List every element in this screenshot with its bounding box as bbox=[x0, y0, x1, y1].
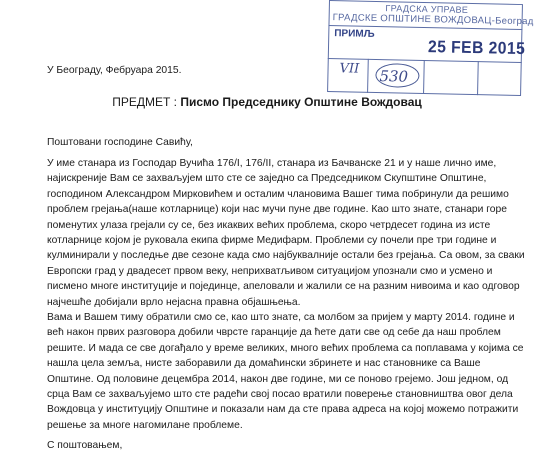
paragraph-line: нашла цела земља, нисте заборавили да домаћински збринете и нас становнике са Ваше bbox=[47, 358, 481, 370]
stamp-department-code: VII bbox=[339, 61, 360, 77]
stamp-authority-line: ГРАДСКА УПРАВЕ bbox=[385, 3, 469, 15]
subject-line bbox=[0, 95, 534, 109]
paragraph-line: проблем грејања(наше котларнице) који нас мучи пуне две године. Као што знате, станари горе bbox=[47, 204, 507, 216]
salutation: Поштовани господине Савићу, bbox=[47, 137, 193, 148]
subject-title: Писмо Председнику Општине Вождовац bbox=[180, 95, 422, 109]
registry-stamp bbox=[327, 0, 534, 96]
paragraph-line: решење за многе нагомилане проблеме. bbox=[47, 419, 243, 431]
paragraph-line: најискреније Вам се захваљујем што сте се заједно са Председником Скупштине Општине, bbox=[47, 173, 487, 185]
stamp-registry-number: 530 bbox=[379, 67, 409, 86]
paragraph-line: Општине. Од половине децембра 2014, након две године, ми се поново грејемо. Још једном, од bbox=[47, 373, 509, 385]
stamp-municipality-line: ГРАДСКЕ ОПШТИНЕ ВОЖДОВАЦ-Београд bbox=[332, 12, 534, 28]
paragraph-line: котларнице којом је руковала екипа фирме Медифарм. Проблеми су почели пре три године и bbox=[47, 235, 497, 247]
paragraph-line: поменутих улаза грејали су се, без икаквих већих проблема, скоро четрдесет година из исте bbox=[47, 219, 491, 231]
stamp-received-label: ПРИМЉ bbox=[334, 28, 375, 40]
subject-label: ПРЕДМЕТ : bbox=[112, 95, 177, 109]
paragraph-line: срца Вам се захваљујемо што сте радећи свој посао вратили поверење становништва овог дела bbox=[47, 389, 513, 401]
paragraph-line: У име станара из Господар Вучића 176/I, 176/II, станара из Бачванске 21 и у наше лично име, bbox=[47, 158, 497, 169]
paragraph-line: Европски град у двадесет првом веку, неприхватљивом ситуацијом упознали смо и усмено и bbox=[47, 265, 493, 277]
paragraph-2 bbox=[47, 310, 523, 433]
paragraph-1 bbox=[47, 156, 525, 310]
paragraph-line: решите. И мада се све догађало у време великих, много већих проблема са поплавама у којима се bbox=[47, 342, 524, 354]
stamp-date: 25 FEB 2015 bbox=[427, 37, 526, 59]
paragraph-line: Вождовца у институцију Општине и показали нам да сте права адреса на којој можемо потражити bbox=[47, 404, 519, 416]
closing-line: С поштовањем, bbox=[47, 440, 123, 451]
paragraph-line: господином Александром Мирковићем и осталим члановима Вашег тима побринули да решимо bbox=[47, 188, 509, 200]
paragraph-line: писмено многе институције и појединце, апеловали и жалили се на разним нивоима и као одговор bbox=[47, 281, 520, 293]
paragraph-line: већ након првих разговора добили чврсте гаранције да ћете дати све од себе да наш проблем bbox=[47, 327, 501, 339]
paragraph-line: Вама и Вашем тиму обратили смо се, као што знате, са молбом за пријем у марту 2014. године и bbox=[47, 312, 515, 323]
place-and-date: У Београду, Фебруара 2015. bbox=[47, 65, 182, 76]
paragraph-line: кулминирали у последње две сезоне када смо најбуквалније остали без грејања. Са овом, за сваки bbox=[47, 250, 525, 262]
paragraph-line: најчешће добијали врло нејасна правна објашњења. bbox=[47, 296, 301, 308]
